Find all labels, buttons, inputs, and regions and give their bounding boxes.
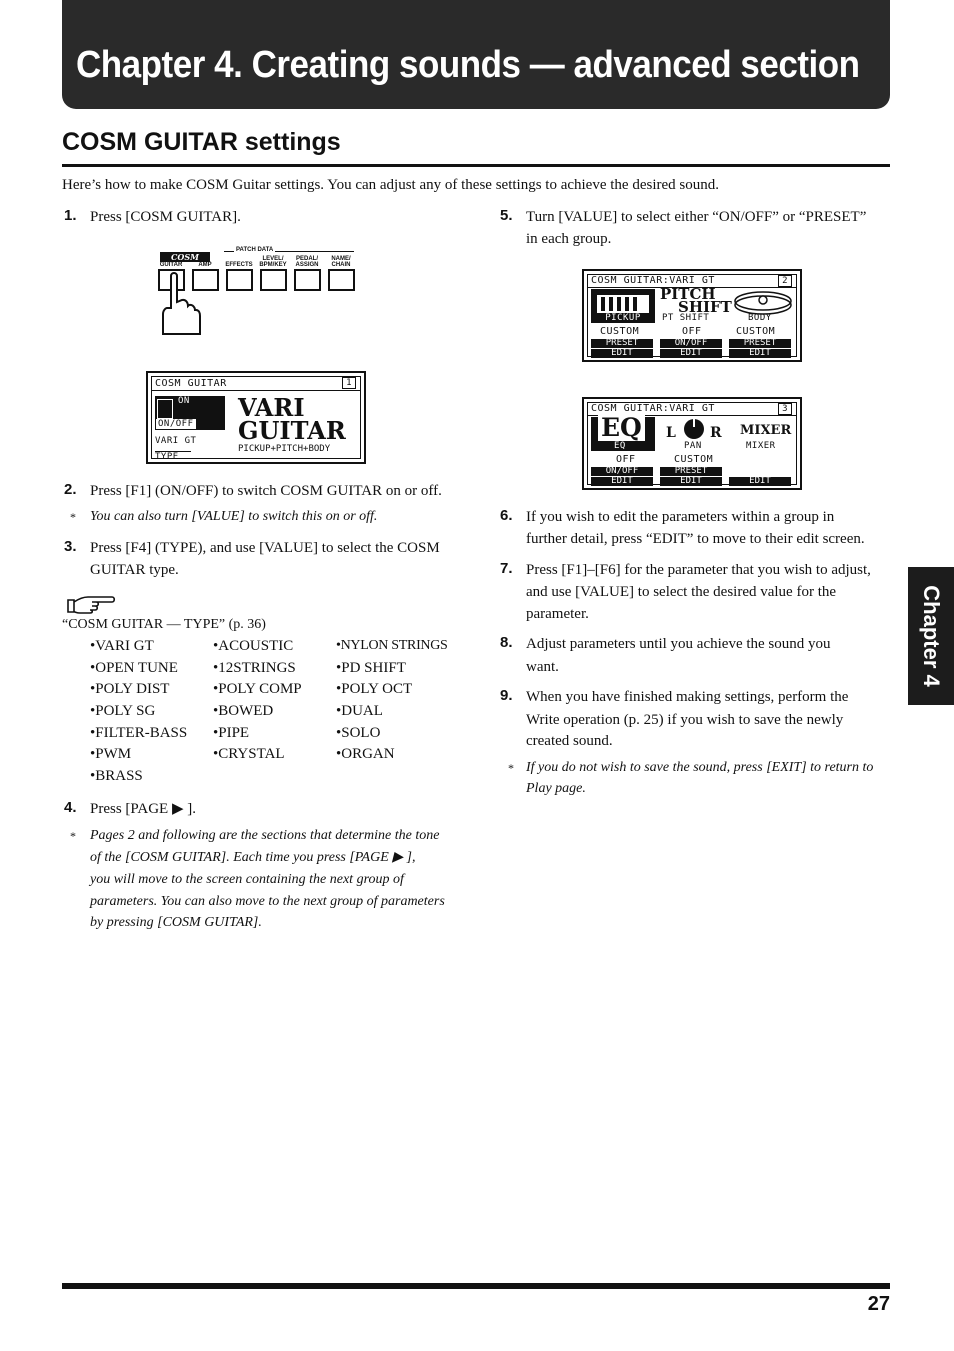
list-item: •POLY SG bbox=[90, 703, 156, 719]
lcd3-label-mixer: MIXER bbox=[746, 441, 776, 451]
step-3-number: 3. bbox=[64, 538, 77, 555]
step-9-text-line2: Write operation (p. 25) if you wish to save the newly bbox=[526, 712, 844, 728]
step-9-note-line1: If you do not wish to save the sound, press [EXIT] to return to bbox=[526, 760, 874, 775]
step-6-number: 6. bbox=[500, 507, 513, 524]
lcd2-edit-body[interactable]: EDIT bbox=[729, 349, 791, 358]
lcd2-mode-body[interactable]: PRESET bbox=[729, 339, 791, 348]
lcd1-type-value: VARI GT bbox=[155, 436, 197, 446]
panel-label-effects: EFFECTS bbox=[225, 262, 253, 268]
lcd2-big-pitch: PITCH bbox=[660, 285, 716, 303]
step-2-text: Press [F1] (ON/OFF) to switch COSM GUITAR on or off. bbox=[90, 483, 442, 499]
list-item: •BOWED bbox=[213, 703, 274, 719]
lcd1-guitar-icon bbox=[157, 399, 173, 419]
step-5-text-line1: Turn [VALUE] to select either “ON/OFF” or “PRESET” bbox=[526, 209, 867, 225]
lcd1-big-guitar: GUITAR bbox=[238, 416, 346, 445]
lcd3-mode-eq[interactable]: ON/OFF bbox=[591, 467, 653, 476]
step-4-note-line2: of the [COSM GUITAR]. Each time you press [PAGE ▶ ], bbox=[90, 850, 416, 865]
footer-rule bbox=[62, 1283, 890, 1289]
lcd2-edit-ptshift[interactable]: EDIT bbox=[660, 349, 722, 358]
section-title: COSM GUITAR settings bbox=[62, 128, 341, 156]
lcd-screen-page-3 bbox=[582, 397, 802, 490]
lcd2-label-ptshift: PT SHIFT bbox=[662, 313, 710, 323]
lcd1-onoff-label: ON/OFF bbox=[158, 419, 194, 429]
step-7-text-line2: and use [VALUE] to select the desired value for the bbox=[526, 584, 837, 600]
step-5-text-line2: in each group. bbox=[526, 231, 612, 247]
list-item: •PIPE bbox=[213, 725, 250, 741]
lcd2-value-ptshift: OFF bbox=[682, 326, 702, 337]
lcd3-label-pan: PAN bbox=[684, 441, 702, 451]
page-number: 27 bbox=[867, 1293, 890, 1315]
body-icon bbox=[732, 289, 794, 315]
chapter-side-tab bbox=[908, 567, 954, 705]
step-7-text-line1: Press [F1]–[F6] for the parameter that you wish to adjust, bbox=[526, 562, 871, 578]
lcd2-mode-pickup[interactable]: PRESET bbox=[591, 339, 653, 348]
step-4-text: Press [PAGE ▶ ]. bbox=[90, 801, 196, 817]
list-item: •PD SHIFT bbox=[336, 660, 406, 676]
section-rule bbox=[62, 164, 890, 167]
pan-knob-icon bbox=[680, 417, 708, 441]
lcd2-big-shift: SHIFT bbox=[678, 298, 732, 316]
list-item: •POLY DIST bbox=[90, 681, 170, 697]
lcd3-value-pan: CUSTOM bbox=[674, 454, 714, 465]
level-button[interactable] bbox=[260, 269, 287, 291]
lcd3-mode-pan[interactable]: PRESET bbox=[660, 467, 722, 476]
note-asterisk: * bbox=[70, 510, 76, 524]
lcd1-title-rule bbox=[152, 390, 360, 391]
list-item: •SOLO bbox=[336, 725, 381, 741]
step-4-note-line3: you will move to the screen containing the next group of bbox=[90, 872, 404, 887]
lcd2-edit-pickup[interactable]: EDIT bbox=[591, 349, 653, 358]
pedal-button[interactable] bbox=[294, 269, 321, 291]
lcd1-page-indicator: 1 bbox=[342, 377, 356, 389]
step-9-note-line2: Play page. bbox=[526, 781, 586, 796]
lcd2-label-pickup: PICKUP bbox=[591, 313, 655, 323]
lcd3-edit-mixer[interactable]: EDIT bbox=[729, 477, 791, 486]
lcd1-type-rule bbox=[155, 451, 191, 452]
panel-label-amp: AMP bbox=[198, 262, 212, 268]
step-4-note-line4: parameters. You can also move to the next group of parameters bbox=[90, 894, 445, 909]
step-4-note-line1: Pages 2 and following are the sections that determine the tone bbox=[90, 828, 440, 843]
lcd3-title: COSM GUITAR:VARI GT bbox=[591, 403, 715, 414]
lcd2-mode-ptshift[interactable]: ON/OFF bbox=[660, 339, 722, 348]
step-8-text-line2: want. bbox=[526, 659, 559, 675]
lcd1-big-vari: VARI bbox=[238, 393, 305, 422]
panel-label-guitar: GUITAR bbox=[159, 262, 183, 268]
lcd1-subtitle: PICKUP+PITCH+BODY bbox=[238, 444, 331, 454]
list-item: •POLY OCT bbox=[336, 681, 413, 697]
step-6-text-line2: further detail, press “EDIT” to move to their edit screen. bbox=[526, 531, 865, 547]
name-button[interactable] bbox=[328, 269, 355, 291]
type-reference: “COSM GUITAR — TYPE” (p. 36) bbox=[62, 617, 266, 632]
step-7-number: 7. bbox=[500, 560, 513, 577]
lcd1-on-value: ON bbox=[178, 396, 190, 406]
chapter-title: Chapter 4. Creating sounds — advanced section bbox=[76, 44, 860, 86]
list-item: •PWM bbox=[90, 746, 132, 762]
step-2-number: 2. bbox=[64, 481, 77, 498]
step-2-note: You can also turn [VALUE] to switch this on or off. bbox=[90, 509, 378, 524]
step-7-text-line3: parameter. bbox=[526, 606, 589, 622]
lcd3-label-eq: EQ bbox=[614, 441, 626, 451]
patch-data-label: PATCH DATA bbox=[236, 247, 274, 253]
lcd1-type-label: TYPE bbox=[155, 452, 179, 462]
panel-label-level: LEVEL/ BPM/KEY bbox=[259, 256, 287, 268]
step-3-text-line2: GUITAR type. bbox=[90, 562, 179, 578]
step-1-number: 1. bbox=[64, 207, 77, 224]
lcd3-edit-eq[interactable]: EDIT bbox=[591, 477, 653, 486]
panel-label-pedal: PEDAL/ ASSIGN bbox=[295, 256, 319, 268]
step-8-number: 8. bbox=[500, 634, 513, 651]
lcd2-value-pickup: CUSTOM bbox=[600, 326, 640, 337]
lcd2-title: COSM GUITAR:VARI GT bbox=[591, 275, 715, 286]
lcd3-page-indicator: 3 bbox=[778, 403, 792, 415]
lcd3-r: R bbox=[710, 425, 722, 441]
lcd2-value-body: CUSTOM bbox=[736, 326, 776, 337]
lcd1-title: COSM GUITAR bbox=[155, 378, 227, 389]
step-4-note-line5: by pressing [COSM GUITAR]. bbox=[90, 915, 262, 930]
step-5-number: 5. bbox=[500, 207, 513, 224]
lcd3-big-mixer: MIXER bbox=[740, 423, 792, 438]
list-item: •NYLON STRINGS bbox=[336, 638, 448, 653]
note-asterisk: * bbox=[70, 829, 76, 843]
lcd3-edit-pan[interactable]: EDIT bbox=[660, 477, 722, 486]
step-8-text-line1: Adjust parameters until you achieve the sound you bbox=[526, 636, 831, 652]
lcd3-big-eq: EQ bbox=[598, 415, 645, 441]
lcd-screen-page-2 bbox=[582, 269, 802, 362]
step-4-number: 4. bbox=[64, 799, 77, 816]
chapter-side-tab-label: Chapter 4 bbox=[919, 585, 944, 687]
step-9-text-line1: When you have finished making settings, perform the bbox=[526, 689, 849, 705]
list-item: •CRYSTAL bbox=[213, 746, 285, 762]
list-item: •ACOUSTIC bbox=[213, 638, 294, 654]
pointing-hand-icon bbox=[66, 594, 116, 616]
step-1-text: Press [COSM GUITAR]. bbox=[90, 209, 241, 225]
panel-label-name: NAME/ CHAIN bbox=[331, 256, 351, 268]
list-item: •ORGAN bbox=[336, 746, 395, 762]
lcd3-value-eq: OFF bbox=[616, 454, 636, 465]
list-item: •OPEN TUNE bbox=[90, 660, 178, 676]
lcd-screen-page-1 bbox=[146, 371, 366, 464]
pressing-finger-icon bbox=[155, 272, 203, 338]
step-9-number: 9. bbox=[500, 687, 513, 704]
list-item: •VARI GT bbox=[90, 638, 154, 654]
list-item: •BRASS bbox=[90, 768, 143, 784]
list-item: •FILTER-BASS bbox=[90, 725, 188, 741]
list-item: •12STRINGS bbox=[213, 660, 296, 676]
effects-button[interactable] bbox=[226, 269, 253, 291]
chapter-header bbox=[62, 0, 890, 109]
list-item: •POLY COMP bbox=[213, 681, 302, 697]
step-6-text-line1: If you wish to edit the parameters within a group in bbox=[526, 509, 835, 525]
lcd2-label-body: BODY bbox=[748, 313, 772, 323]
step-9-text-line3: created sound. bbox=[526, 733, 613, 749]
intro-text: Here’s how to make COSM Guitar settings. You can adjust any of these settings to achieve the desired sound. bbox=[62, 177, 719, 193]
note-asterisk: * bbox=[508, 761, 514, 775]
list-item: •DUAL bbox=[336, 703, 383, 719]
cosm-logo: COSM bbox=[160, 252, 210, 262]
step-3-text-line1: Press [F4] (TYPE), and use [VALUE] to select the COSM bbox=[90, 540, 440, 556]
lcd2-page-indicator: 2 bbox=[778, 275, 792, 287]
lcd3-l: L bbox=[666, 425, 676, 441]
